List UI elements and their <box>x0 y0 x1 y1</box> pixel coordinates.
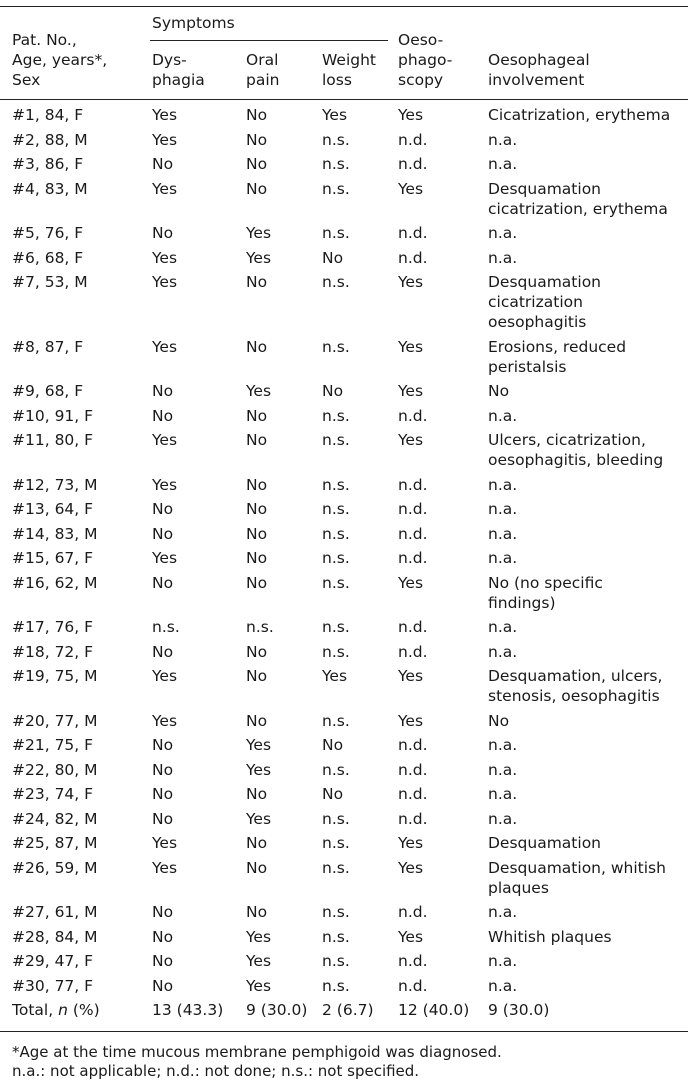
row-patient: #12, 73, M <box>12 475 98 494</box>
row-dysphagia: No <box>152 976 174 995</box>
row-oesophagoscopy: n.d. <box>398 500 428 518</box>
row-dysphagia: Yes <box>152 130 178 149</box>
row-involvement: oesophagitis, bleeding <box>488 451 664 469</box>
table-row <box>0 154 690 179</box>
row-weight-loss: n.s. <box>322 179 350 198</box>
row-oral-pain: No <box>246 179 268 198</box>
row-weight-loss: n.s. <box>322 976 350 995</box>
row-oral-pain: No <box>246 337 268 356</box>
row-patient: #30, 77, F <box>12 976 94 995</box>
row-weight-loss: n.s. <box>322 130 350 149</box>
row-oral-pain: No <box>246 500 268 518</box>
row-involvement: n.a. <box>488 500 518 518</box>
row-weight-loss: n.s. <box>322 524 350 543</box>
row-involvement: n.a. <box>488 248 518 267</box>
row-dysphagia: Yes <box>152 475 178 494</box>
table-row <box>0 430 690 475</box>
row-patient: #23, 74, F <box>12 785 94 803</box>
table-row <box>0 760 690 785</box>
row-oral-pain: No <box>246 431 268 449</box>
row-oesophagoscopy: n.d. <box>398 736 428 754</box>
table-row <box>0 902 690 927</box>
row-involvement: Desquamation, whitish <box>488 858 666 877</box>
row-involvement: findings) <box>488 593 556 612</box>
row-dysphagia: No <box>152 406 174 425</box>
row-involvement: n.a. <box>488 406 518 425</box>
table-row <box>0 573 690 618</box>
row-dysphagia: Yes <box>152 834 178 852</box>
row-dysphagia: No <box>152 952 174 970</box>
table-row <box>0 833 690 858</box>
row-weight-loss: n.s. <box>322 642 350 661</box>
row-oesophagoscopy: Yes <box>398 431 424 449</box>
table-row <box>0 223 690 248</box>
row-dysphagia: Yes <box>152 431 178 449</box>
table-row <box>0 927 690 952</box>
row-weight-loss: n.s. <box>322 273 350 291</box>
row-oesophagoscopy: Yes <box>398 834 424 852</box>
total-oral-pain: 9 (30.0) <box>246 1001 308 1019</box>
row-weight-loss: No <box>322 248 344 267</box>
row-oral-pain: Yes <box>246 224 272 242</box>
row-involvement: n.a. <box>488 736 518 754</box>
row-oesophagoscopy: n.d. <box>398 809 428 828</box>
row-oesophagoscopy: Yes <box>398 573 424 592</box>
row-dysphagia: No <box>152 809 174 828</box>
table-row <box>0 499 690 524</box>
row-dysphagia: Yes <box>152 858 178 877</box>
row-dysphagia: Yes <box>152 106 178 124</box>
row-patient: #10, 91, F <box>12 406 94 425</box>
row-involvement: stenosis, oesophagitis <box>488 687 660 705</box>
row-oesophagoscopy: n.d. <box>398 642 428 661</box>
row-dysphagia: No <box>152 382 174 400</box>
row-patient: #3, 86, F <box>12 155 84 173</box>
row-oral-pain: n.s. <box>246 618 274 636</box>
row-oral-pain: No <box>246 903 268 921</box>
table-row <box>0 784 690 809</box>
table-row <box>0 858 690 903</box>
row-weight-loss: Yes <box>322 667 348 685</box>
row-dysphagia: No <box>152 155 174 173</box>
row-weight-loss: n.s. <box>322 500 350 518</box>
total-label-prefix: Total, <box>12 1001 59 1019</box>
row-weight-loss: n.s. <box>322 155 350 173</box>
row-dysphagia: No <box>152 760 174 779</box>
row-oesophagoscopy: Yes <box>398 858 424 877</box>
row-dysphagia: No <box>152 736 174 754</box>
table-row <box>0 735 690 760</box>
table-row <box>0 666 690 711</box>
row-weight-loss: n.s. <box>322 834 350 852</box>
row-involvement: Ulcers, cicatrization, <box>488 431 646 449</box>
table-body <box>0 105 690 1024</box>
row-patient: #21, 75, F <box>12 736 94 754</box>
row-oesophagoscopy: n.d. <box>398 155 428 173</box>
header-patient: Pat. No., Age, years*, Sex <box>12 31 108 89</box>
header-dysphagia: Dys- phagia <box>152 51 205 89</box>
row-patient: #2, 88, M <box>12 130 88 149</box>
row-oesophagoscopy: n.d. <box>398 130 428 149</box>
row-dysphagia: Yes <box>152 273 178 291</box>
total-row <box>0 1000 690 1024</box>
table-row <box>0 272 690 337</box>
row-oral-pain: No <box>246 642 268 661</box>
row-patient: #28, 84, M <box>12 927 98 946</box>
table-row <box>0 381 690 406</box>
row-oral-pain: Yes <box>246 736 272 754</box>
row-involvement: n.a. <box>488 155 518 173</box>
total-dysphagia: 13 (43.3) <box>152 1001 224 1019</box>
row-weight-loss: n.s. <box>322 809 350 828</box>
row-dysphagia: No <box>152 573 174 592</box>
row-oesophagoscopy: n.d. <box>398 224 428 242</box>
row-involvement: No <box>488 711 510 730</box>
table-bottom-rule <box>0 1031 688 1032</box>
row-involvement: n.a. <box>488 524 518 543</box>
row-oral-pain: No <box>246 834 268 852</box>
row-weight-loss: Yes <box>322 106 348 124</box>
row-patient: #22, 80, M <box>12 760 98 779</box>
row-oral-pain: No <box>246 711 268 730</box>
row-weight-loss: n.s. <box>322 927 350 946</box>
row-patient: #24, 82, M <box>12 809 98 828</box>
row-patient: #15, 67, F <box>12 549 94 567</box>
row-involvement: n.a. <box>488 976 518 995</box>
row-oral-pain: No <box>246 858 268 877</box>
row-oesophagoscopy: n.d. <box>398 903 428 921</box>
row-oesophagoscopy: n.d. <box>398 524 428 543</box>
row-patient: #27, 61, M <box>12 903 98 921</box>
row-oesophagoscopy: n.d. <box>398 618 428 636</box>
header-involvement: Oesophageal involvement <box>488 51 590 89</box>
row-oral-pain: No <box>246 155 268 173</box>
row-oral-pain: No <box>246 106 268 124</box>
row-involvement: Desquamation, ulcers, <box>488 667 663 685</box>
total-oesophagoscopy: 12 (40.0) <box>398 1001 470 1019</box>
total-involvement: 9 (30.0) <box>488 1001 550 1019</box>
row-patient: #14, 83, M <box>12 524 98 543</box>
row-oral-pain: Yes <box>246 760 272 779</box>
row-oesophagoscopy: n.d. <box>398 976 428 995</box>
row-involvement: n.a. <box>488 903 518 921</box>
row-oral-pain: Yes <box>246 952 272 970</box>
row-oesophagoscopy: n.d. <box>398 760 428 779</box>
row-dysphagia: Yes <box>152 711 178 730</box>
row-weight-loss: No <box>322 785 344 803</box>
row-oesophagoscopy: n.d. <box>398 475 428 494</box>
row-dysphagia: Yes <box>152 667 178 685</box>
row-weight-loss: n.s. <box>322 406 350 425</box>
row-oral-pain: Yes <box>246 382 272 400</box>
row-involvement: cicatrization, erythema <box>488 199 668 218</box>
row-oral-pain: No <box>246 667 268 685</box>
row-oral-pain: No <box>246 130 268 149</box>
row-weight-loss: n.s. <box>322 573 350 592</box>
row-weight-loss: n.s. <box>322 549 350 567</box>
header-symptoms: Symptoms <box>152 14 235 32</box>
row-oral-pain: No <box>246 406 268 425</box>
row-dysphagia: No <box>152 903 174 921</box>
table-row <box>0 617 690 642</box>
row-involvement: No <box>488 382 510 400</box>
row-involvement: n.a. <box>488 618 518 636</box>
row-dysphagia: No <box>152 642 174 661</box>
header-oral-pain: Oral pain <box>246 51 280 89</box>
row-oral-pain: No <box>246 573 268 592</box>
row-oesophagoscopy: n.d. <box>398 785 428 803</box>
row-weight-loss: n.s. <box>322 952 350 970</box>
row-involvement: No (no specific <box>488 573 603 592</box>
row-involvement: n.a. <box>488 475 518 494</box>
table-row <box>0 130 690 155</box>
row-weight-loss: No <box>322 382 344 400</box>
row-involvement: n.a. <box>488 785 518 803</box>
table-row <box>0 711 690 736</box>
row-involvement: n.a. <box>488 809 518 828</box>
row-patient: #19, 75, M <box>12 667 98 685</box>
table-row <box>0 248 690 273</box>
row-patient: #18, 72, F <box>12 642 94 661</box>
row-involvement: Cicatrization, erythema <box>488 106 671 124</box>
row-involvement: Desquamation <box>488 179 601 198</box>
row-oesophagoscopy: Yes <box>398 273 424 291</box>
row-dysphagia: Yes <box>152 248 178 267</box>
row-dysphagia: Yes <box>152 179 178 198</box>
row-oral-pain: Yes <box>246 248 272 267</box>
row-dysphagia: No <box>152 524 174 543</box>
row-patient: #8, 87, F <box>12 337 84 356</box>
row-weight-loss: n.s. <box>322 337 350 356</box>
row-patient: #6, 68, F <box>12 248 84 267</box>
row-dysphagia: Yes <box>152 549 178 567</box>
row-oesophagoscopy: Yes <box>398 106 424 124</box>
row-involvement: Desquamation <box>488 834 601 852</box>
row-patient: #13, 64, F <box>12 500 94 518</box>
row-involvement: n.a. <box>488 130 518 149</box>
table-row <box>0 809 690 834</box>
row-oesophagoscopy: n.d. <box>398 406 428 425</box>
row-weight-loss: n.s. <box>322 618 350 636</box>
row-dysphagia: n.s. <box>152 618 180 636</box>
header-bottom-rule <box>0 99 688 100</box>
total-label <box>12 1000 100 1020</box>
footnote-age: *Age at the time mucous membrane pemphigoid was diagnosed. <box>12 1043 502 1061</box>
row-oesophagoscopy: n.d. <box>398 248 428 267</box>
row-involvement: n.a. <box>488 760 518 779</box>
table-row <box>0 105 690 130</box>
row-dysphagia: No <box>152 224 174 242</box>
row-involvement: n.a. <box>488 549 518 567</box>
table-row <box>0 337 690 382</box>
row-oral-pain: No <box>246 273 268 291</box>
row-involvement: Desquamation <box>488 273 601 291</box>
row-involvement: oesophagitis <box>488 313 587 331</box>
row-oral-pain: No <box>246 785 268 803</box>
row-patient: #17, 76, F <box>12 618 94 636</box>
table-top-rule <box>0 6 688 7</box>
table-row <box>0 642 690 667</box>
row-oral-pain: Yes <box>246 809 272 828</box>
row-oral-pain: No <box>246 549 268 567</box>
total-weight-loss: 2 (6.7) <box>322 1001 374 1019</box>
row-patient: #20, 77, M <box>12 711 98 730</box>
table-row <box>0 976 690 1001</box>
row-patient: #25, 87, M <box>12 834 98 852</box>
row-oesophagoscopy: Yes <box>398 382 424 400</box>
row-oesophagoscopy: n.d. <box>398 549 428 567</box>
row-weight-loss: n.s. <box>322 903 350 921</box>
table-row <box>0 524 690 549</box>
row-oesophagoscopy: Yes <box>398 927 424 946</box>
table-row <box>0 548 690 573</box>
row-patient: #5, 76, F <box>12 224 84 242</box>
row-oral-pain: Yes <box>246 976 272 995</box>
row-involvement: Whitish plaques <box>488 927 612 946</box>
row-dysphagia: No <box>152 500 174 518</box>
table-row <box>0 951 690 976</box>
row-patient: #26, 59, M <box>12 858 98 877</box>
row-dysphagia: Yes <box>152 337 178 356</box>
row-oesophagoscopy: Yes <box>398 179 424 198</box>
row-oesophagoscopy: Yes <box>398 711 424 730</box>
row-oral-pain: No <box>246 475 268 494</box>
row-involvement: peristalsis <box>488 357 567 376</box>
row-weight-loss: n.s. <box>322 711 350 730</box>
row-patient: #16, 62, M <box>12 573 98 592</box>
row-dysphagia: No <box>152 785 174 803</box>
row-involvement: Erosions, reduced <box>488 337 627 356</box>
table-row <box>0 406 690 431</box>
row-involvement: plaques <box>488 878 549 897</box>
row-involvement: cicatrization <box>488 293 583 311</box>
row-weight-loss: n.s. <box>322 475 350 494</box>
row-patient: #4, 83, M <box>12 179 88 198</box>
row-patient: #9, 68, F <box>12 382 84 400</box>
row-involvement: n.a. <box>488 642 518 661</box>
row-weight-loss: n.s. <box>322 224 350 242</box>
table-row <box>0 179 690 224</box>
row-weight-loss: No <box>322 736 344 754</box>
row-oral-pain: No <box>246 524 268 543</box>
row-weight-loss: n.s. <box>322 431 350 449</box>
symptoms-spanner-rule <box>150 40 388 41</box>
total-label-suffix: (%) <box>67 1001 100 1019</box>
row-oesophagoscopy: Yes <box>398 667 424 685</box>
row-oesophagoscopy: n.d. <box>398 952 428 970</box>
row-patient: #11, 80, F <box>12 431 94 449</box>
row-patient: #1, 84, F <box>12 106 84 124</box>
row-dysphagia: No <box>152 927 174 946</box>
row-patient: #7, 53, M <box>12 273 88 291</box>
row-oral-pain: Yes <box>246 927 272 946</box>
row-weight-loss: n.s. <box>322 760 350 779</box>
footnote-abbreviations: n.a.: not applicable; n.d.: not done; n.s.: not specified. <box>12 1062 420 1080</box>
table-row <box>0 475 690 500</box>
header-weight-loss: Weight loss <box>322 51 377 89</box>
row-involvement: n.a. <box>488 952 518 970</box>
header-oesophagoscopy: Oeso- phago- scopy <box>398 31 453 89</box>
row-patient: #29, 47, F <box>12 952 94 970</box>
row-involvement: n.a. <box>488 224 518 242</box>
row-weight-loss: n.s. <box>322 858 350 877</box>
row-oesophagoscopy: Yes <box>398 337 424 356</box>
total-label-n: n <box>58 1001 68 1019</box>
